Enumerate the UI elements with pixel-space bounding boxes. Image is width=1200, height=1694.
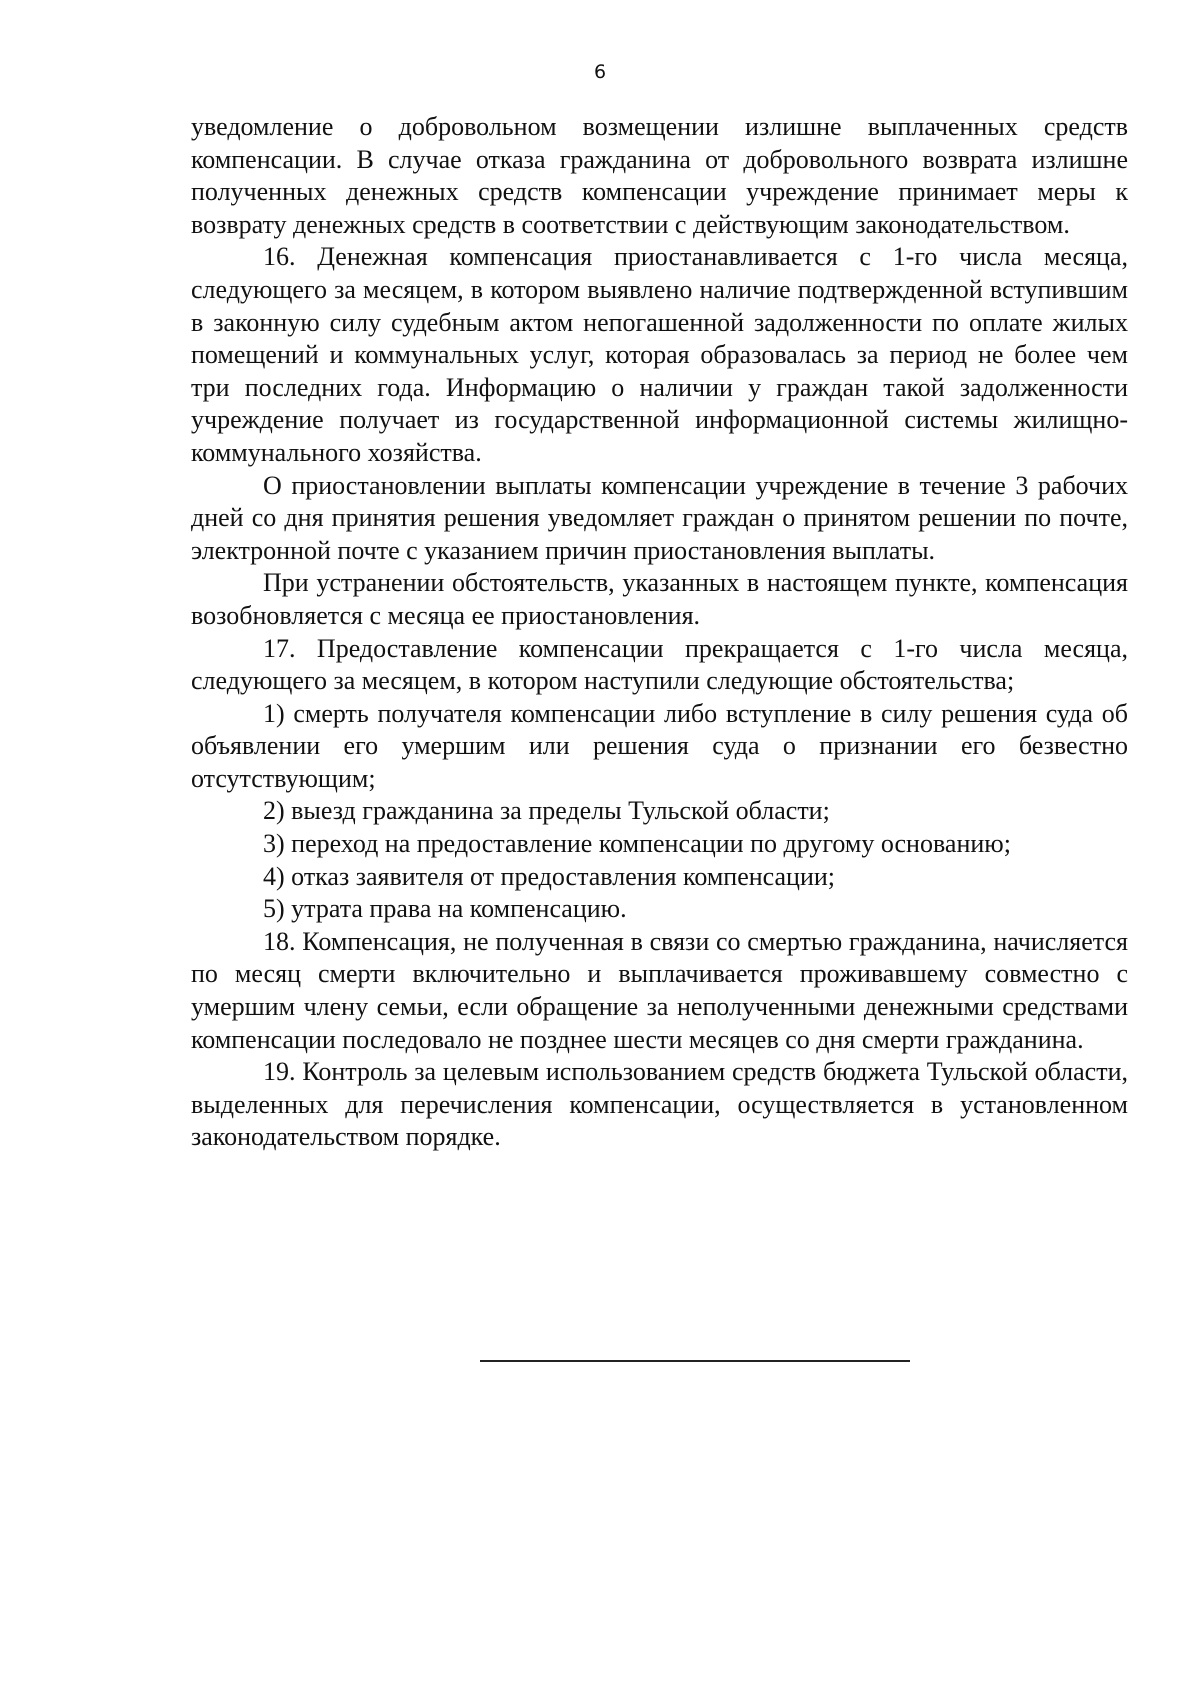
paragraph-continuation: уведомление о добровольном возмещении излишне выплаченных средств компенсации. В случае отказа гражданина от добровольного возврата излишне полученных денежных средств компенсации учреждение принимает меры к возврату денежных средств в соответствии с действующим законодательством. bbox=[191, 112, 1128, 239]
paragraph-clause-16: 16. Денежная компенсация приостанавливается с 1-го числа месяца, следующего за месяцем, в котором выявлено наличие подтвержденной вступившим в законную силу судебным актом непогашенной задолженности по оплате жилых помещений и коммунальных услуг, которая образовалась за период не более чем три последних года. Информацию о наличии у граждан такой задолженности учреждение получает из государственной информационной системы жилищно-коммунального хозяйства. bbox=[191, 242, 1128, 467]
end-of-document-rule bbox=[480, 1360, 910, 1362]
list-item-3: 3) переход на предоставление компенсации по другому основанию; bbox=[263, 829, 1011, 859]
document-body bbox=[191, 111, 1128, 1154]
list-item-1: 1) смерть получателя компенсации либо вступление в силу решения суда об объявлении его умершим или решения суда о признании его безвестно отсутствующим; bbox=[191, 698, 1128, 793]
page-number: 6 bbox=[593, 61, 607, 83]
paragraph-clause-17: 17. Предоставление компенсации прекращается с 1-го числа месяца, следующего за месяцем, в котором наступили следующие обстоятельства; bbox=[191, 633, 1128, 696]
paragraph-clause-18: 18. Компенсация, не полученная в связи со смертью гражданина, начисляется по месяц смерти включительно и выплачивается проживавшему совместно с умершим члену семьи, если обращение за неполученными денежными средствами компенсации последовало не позднее шести месяцев со дня смерти гражданина. bbox=[191, 926, 1128, 1054]
paragraph-clause-19: 19. Контроль за целевым использованием средств бюджета Тульской области, выделенных для перечисления компенсации, осуществляется в установленном законодательством порядке. bbox=[191, 1057, 1128, 1152]
list-item-2: 2) выезд гражданина за пределы Тульской области; bbox=[263, 796, 830, 826]
paragraph-suspension-notice: О приостановлении выплаты компенсации учреждение в течение 3 рабочих дней со дня принятия решения уведомляет граждан о принятом решении по почте, электронной почте с указанием причин приостановления выплаты. bbox=[191, 470, 1128, 565]
paragraph-resumption: При устранении обстоятельств, указанных в настоящем пункте, компенсация возобновляется с месяца ее приостановления. bbox=[191, 568, 1128, 630]
list-item-5: 5) утрата права на компенсацию. bbox=[263, 894, 627, 924]
list-item-4: 4) отказ заявителя от предоставления компенсации; bbox=[263, 861, 836, 891]
